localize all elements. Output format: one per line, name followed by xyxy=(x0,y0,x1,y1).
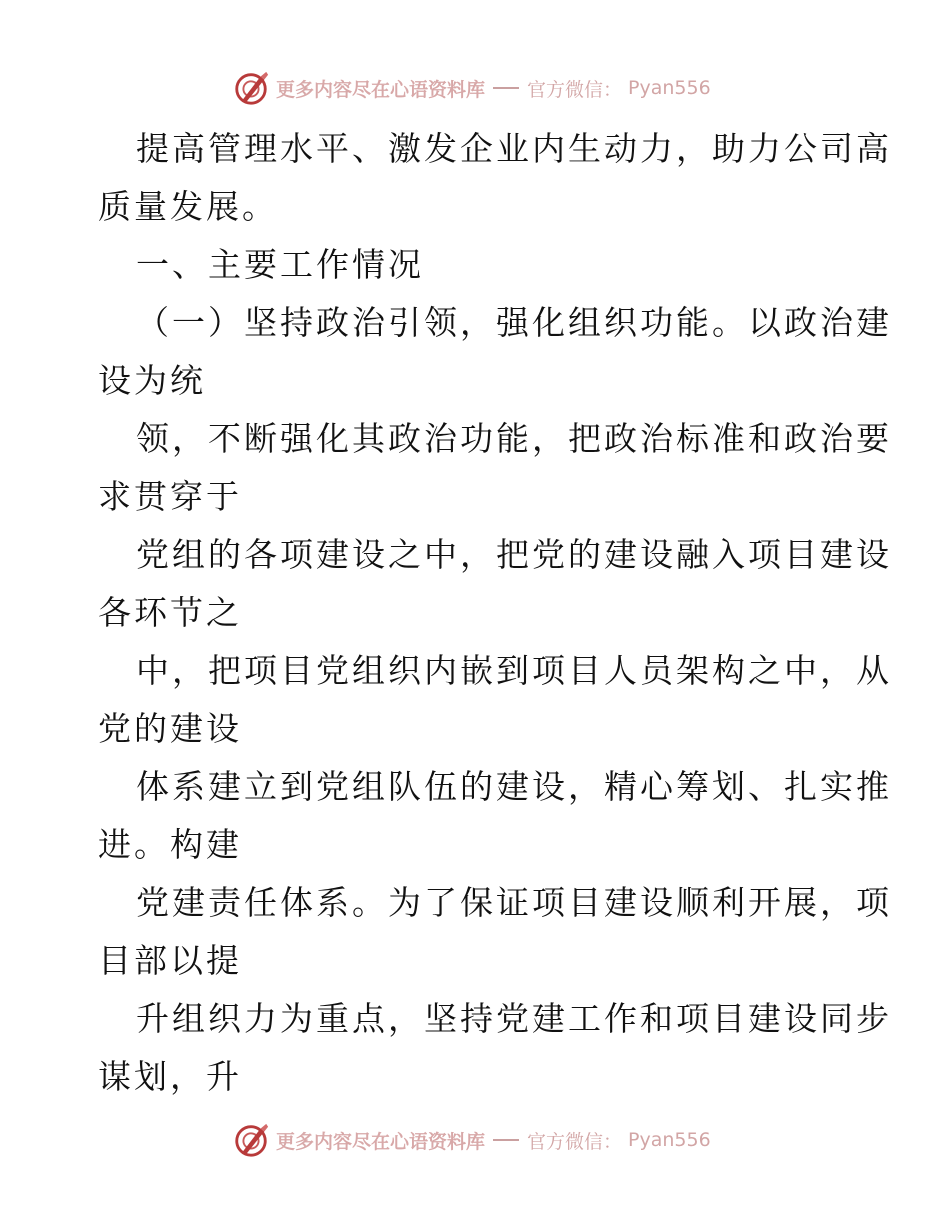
header-watermark xyxy=(232,68,752,108)
watermark-slogan: 更多内容尽在心语资料库 xyxy=(276,1130,486,1153)
pen-logo-icon xyxy=(232,69,270,107)
watermark-dash xyxy=(493,1139,519,1141)
text-line: 中，把项目党组织内嵌到项目人员架构之中，从 xyxy=(136,651,892,690)
document-body xyxy=(98,120,892,1106)
text-line: 谋划，升 xyxy=(98,1057,242,1096)
section-heading: 一、主要工作情况 xyxy=(136,245,424,284)
watermark-slogan: 更多内容尽在心语资料库 xyxy=(276,78,486,101)
text-line: 质量发展。 xyxy=(98,187,278,226)
text-line: 升组织力为重点，坚持党建工作和项目建设同步 xyxy=(136,999,892,1038)
pen-logo-icon xyxy=(232,1121,270,1159)
text-line: 各环节之 xyxy=(98,593,242,632)
text-line: 求贯穿于 xyxy=(98,477,242,516)
text-line: 领，不断强化其政治功能，把政治标准和政治要 xyxy=(136,419,892,458)
text-line: 提高管理水平、激发企业内生动力，助力公司高 xyxy=(136,129,892,168)
watermark-dash xyxy=(493,87,519,89)
text-line: 目部以提 xyxy=(98,941,242,980)
text-line: 进。构建 xyxy=(98,825,242,864)
footer-watermark xyxy=(232,1120,752,1160)
text-line: （一）坚持政治引领，强化组织功能。以政治建 xyxy=(136,303,892,342)
text-line: 体系建立到党组队伍的建设，精心筹划、扎实推 xyxy=(136,767,892,806)
text-line: 党的建设 xyxy=(98,709,242,748)
watermark-contact-id: Pyan556 xyxy=(628,1129,711,1151)
text-line: 党建责任体系。为了保证项目建设顺利开展，项 xyxy=(136,883,892,922)
text-line: 党组的各项建设之中，把党的建设融入项目建设 xyxy=(136,535,892,574)
watermark-contact-label: 官方微信： xyxy=(527,1130,623,1153)
watermark-contact-label: 官方微信： xyxy=(527,78,623,101)
watermark-contact-id: Pyan556 xyxy=(628,77,711,99)
text-line: 设为统 xyxy=(98,361,206,400)
